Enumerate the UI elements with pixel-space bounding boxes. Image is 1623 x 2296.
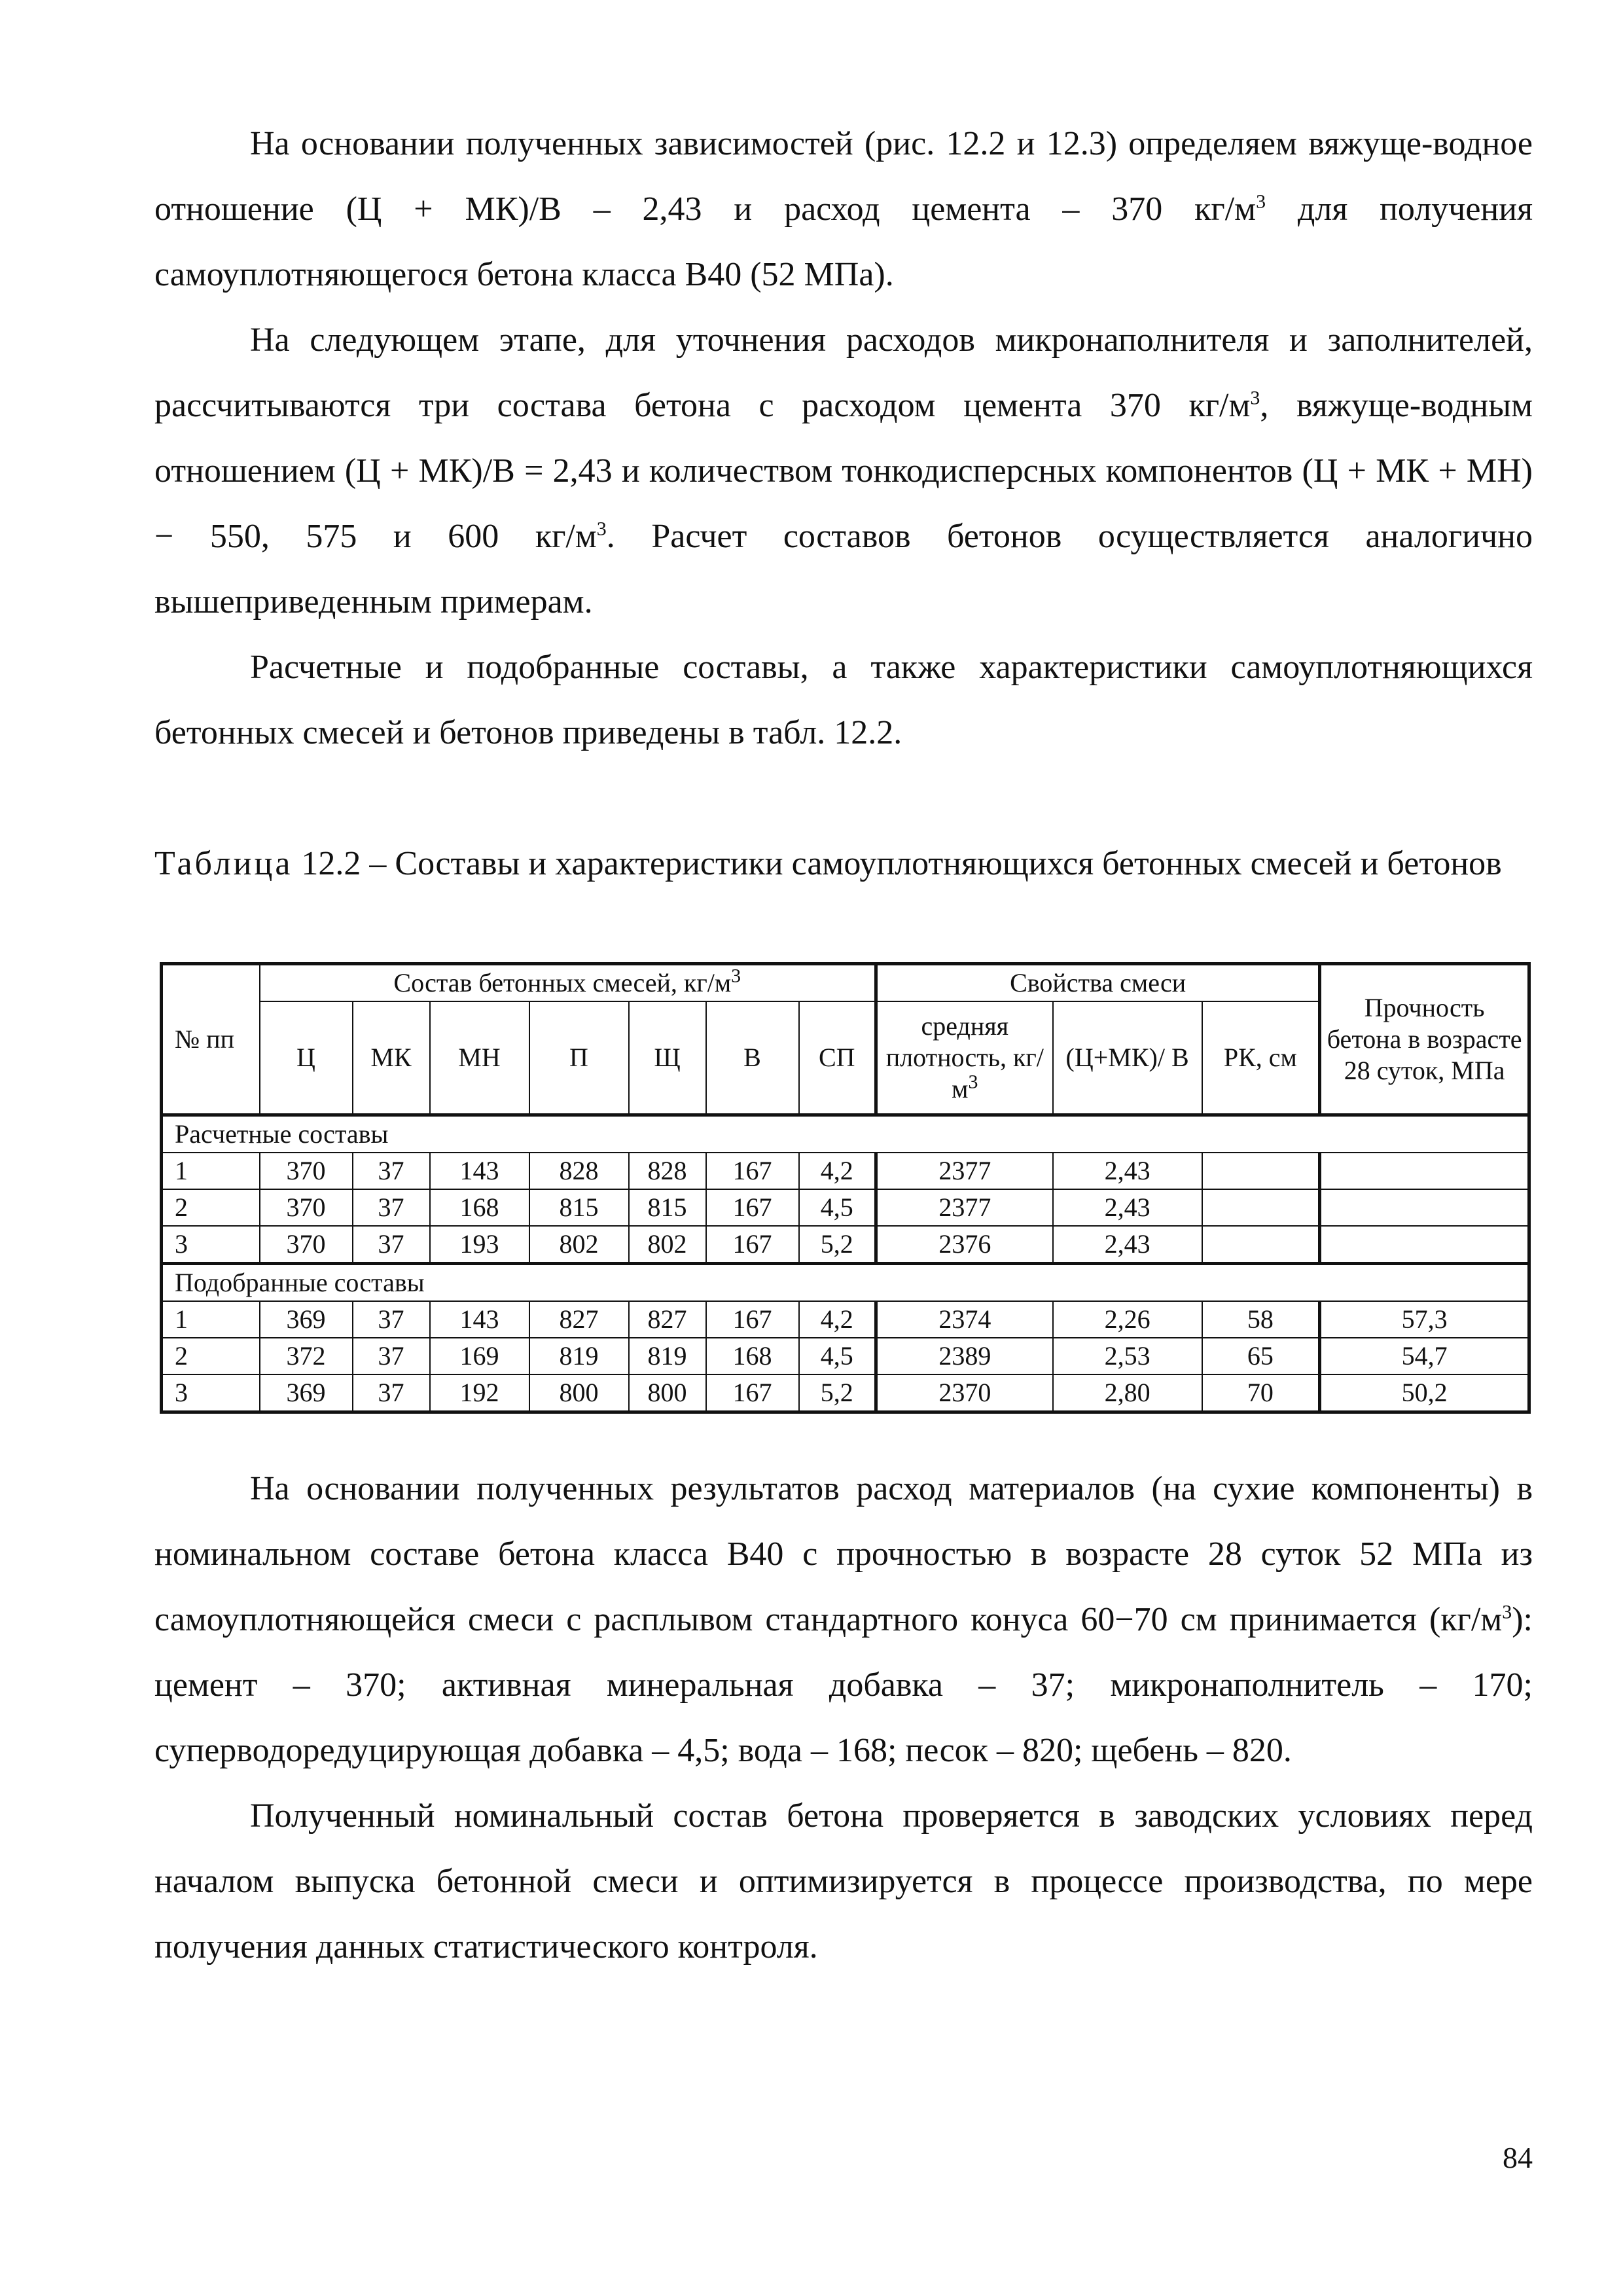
table-cell: 2,26 — [1053, 1301, 1202, 1338]
table-cell: 37 — [353, 1374, 430, 1412]
table-cell: 800 — [629, 1374, 706, 1412]
table-cell: 2,43 — [1053, 1153, 1202, 1189]
table-cell: 37 — [353, 1338, 430, 1374]
table-cell: 2 — [162, 1189, 260, 1226]
header-col: Щ — [629, 1001, 706, 1115]
superscript: 3 — [968, 1071, 978, 1093]
table-cell: 819 — [629, 1338, 706, 1374]
table-cell: 193 — [430, 1226, 529, 1264]
header-col: Ц — [260, 1001, 353, 1115]
header-mix-text: Состав бетонных смесей, кг/м — [393, 968, 732, 997]
superscript: 3 — [596, 518, 607, 540]
table-cell — [1320, 1189, 1529, 1226]
paragraph-1 — [154, 111, 1533, 308]
table-cell: 70 — [1202, 1374, 1320, 1412]
table-cell: 167 — [706, 1153, 799, 1189]
table-cell: 370 — [260, 1153, 353, 1189]
table-row — [162, 1374, 1529, 1412]
header-num: № пп — [162, 964, 260, 1115]
table-cell: 143 — [430, 1153, 529, 1189]
text-run: . Расчет составов бетонов осуществляется аналогично вышеприведенным примерам. — [154, 518, 1533, 620]
table-cell: 167 — [706, 1189, 799, 1226]
table-cell: 2370 — [876, 1374, 1053, 1412]
table-cell: 2377 — [876, 1153, 1053, 1189]
header-strength: Прочность бетона в возрасте 28 суток, МПа — [1320, 964, 1529, 1115]
table-cell: 2377 — [876, 1189, 1053, 1226]
table-cell: 168 — [706, 1338, 799, 1374]
table-cell: 369 — [260, 1301, 353, 1338]
table-cell: 4,5 — [799, 1189, 876, 1226]
table-cell: 37 — [353, 1226, 430, 1264]
text-run: ): цемент – 370; активная минеральная добавка – 37; микронаполнитель – 170; суперводоредуцирующая добавка – 4,5; вода – 168; песок – 820; щебень – 820. — [154, 1601, 1533, 1769]
text-run: На следующем этапе, для уточнения расходов микронаполнителя и заполнителей, рассчитываются три состава бетона с расходом цемента 370 кг/м — [154, 321, 1533, 424]
table-row — [162, 1189, 1529, 1226]
table-cell: 827 — [529, 1301, 629, 1338]
section-row — [162, 1115, 1529, 1153]
table-cell: 2,53 — [1053, 1338, 1202, 1374]
table-cell: 57,3 — [1320, 1301, 1529, 1338]
table-cell: 4,2 — [799, 1153, 876, 1189]
table-row — [162, 1338, 1529, 1374]
table-cell: 5,2 — [799, 1374, 876, 1412]
table-cell: 827 — [629, 1301, 706, 1338]
table-cell: 58 — [1202, 1301, 1320, 1338]
table-cell: 65 — [1202, 1338, 1320, 1374]
table-cell: 37 — [353, 1301, 430, 1338]
header-ratio: (Ц+МК)/ В — [1053, 1001, 1202, 1115]
table-cell: 828 — [629, 1153, 706, 1189]
table-cell: 54,7 — [1320, 1338, 1529, 1374]
superscript: 3 — [1256, 190, 1266, 213]
table-cell: 369 — [260, 1374, 353, 1412]
table-cell: 815 — [629, 1189, 706, 1226]
table-cell: 2 — [162, 1338, 260, 1374]
paragraph-3 — [154, 635, 1533, 766]
table-cell: 167 — [706, 1374, 799, 1412]
table-row — [162, 1301, 1529, 1338]
table-cell — [1202, 1153, 1320, 1189]
table-cell — [1202, 1189, 1320, 1226]
rows-calculated — [162, 1153, 1529, 1264]
text-run: Полученный номинальный состав бетона проверяется в заводских условиях перед началом выпуска бетонной смеси и оптимизируется в процессе производства, по мере получения данных статистического контроля. — [154, 1797, 1533, 1965]
text-run: для получения самоуплотняющегося бетона класса В40 (52 МПа). — [154, 190, 1533, 293]
table-cell: 5,2 — [799, 1226, 876, 1264]
section-row — [162, 1264, 1529, 1302]
table-cell: 50,2 — [1320, 1374, 1529, 1412]
header-col: МН — [430, 1001, 529, 1115]
paragraph-5 — [154, 1784, 1533, 1980]
composition-table — [160, 962, 1531, 1414]
table-cell: 802 — [629, 1226, 706, 1264]
table-cell: 2389 — [876, 1338, 1053, 1374]
table-cell: 168 — [430, 1189, 529, 1226]
header-col: МК — [353, 1001, 430, 1115]
table-cell — [1202, 1226, 1320, 1264]
table-row — [162, 1226, 1529, 1264]
table-cell: 372 — [260, 1338, 353, 1374]
table-cell: 192 — [430, 1374, 529, 1412]
table-caption — [154, 831, 1533, 897]
section-selected: Подобранные составы — [162, 1264, 1529, 1302]
rows-selected — [162, 1301, 1529, 1412]
table-cell: 4,2 — [799, 1301, 876, 1338]
table-cell: 169 — [430, 1338, 529, 1374]
section-calculated: Расчетные составы — [162, 1115, 1529, 1153]
superscript: 3 — [1250, 387, 1260, 409]
superscript: 3 — [1502, 1601, 1512, 1623]
table-cell: 370 — [260, 1226, 353, 1264]
text-run: На основании полученных результатов расход материалов (на сухие компоненты) в номинальном составе бетона класса В40 с прочностью в возрасте 28 суток 52 МПа из самоуплотняющейся смеси с расплывом стандартного конуса 60−70 см принимается (кг/м — [154, 1470, 1533, 1638]
header-col: В — [706, 1001, 799, 1115]
text-run: Расчетные и подобранные составы, а также характеристики самоуплотняющихся бетонных смесей и бетонов приведены в табл. 12.2. — [154, 649, 1533, 751]
table-cell: 2374 — [876, 1301, 1053, 1338]
table-cell — [1320, 1153, 1529, 1189]
header-col: П — [529, 1001, 629, 1115]
table-cell: 819 — [529, 1338, 629, 1374]
table-cell — [1320, 1226, 1529, 1264]
table-cell: 815 — [529, 1189, 629, 1226]
text-run: На основании полученных зависимостей (рис. 12.2 и 12.3) определяем вяжуще-водное отношение (Ц + МК)/В – 2,43 и расход цемента – 370 кг/м — [154, 125, 1533, 228]
caption-label: Таблица — [154, 845, 293, 882]
caption-text: 12.2 – Составы и характеристики самоуплотняющихся бетонных смесей и бетонов — [293, 845, 1502, 882]
table-cell: 2,43 — [1053, 1226, 1202, 1264]
table-cell: 2,43 — [1053, 1189, 1202, 1226]
table-cell: 1 — [162, 1301, 260, 1338]
table-cell: 167 — [706, 1226, 799, 1264]
table-cell: 143 — [430, 1301, 529, 1338]
table-cell: 37 — [353, 1189, 430, 1226]
header-col: СП — [799, 1001, 876, 1115]
table-cell: 4,5 — [799, 1338, 876, 1374]
table-cell: 828 — [529, 1153, 629, 1189]
paragraph-2 — [154, 308, 1533, 635]
table-cell: 37 — [353, 1153, 430, 1189]
table-cell: 800 — [529, 1374, 629, 1412]
table-cell: 167 — [706, 1301, 799, 1338]
table-cell: 3 — [162, 1374, 260, 1412]
header-rk: РК, см — [1202, 1001, 1320, 1115]
page-number: 84 — [1503, 2141, 1533, 2174]
table-header-row — [162, 964, 1529, 1002]
header-density-text: средняя плотность, кг/м — [885, 1011, 1044, 1103]
header-mix-group — [260, 964, 876, 1002]
text-run: , вяжуще-водным отношением (Ц + МК)/В = 2,43 и количеством тонкодисперсных компонентов (Ц + МК + МН) − 550, 575 и 600 кг/м — [154, 387, 1533, 555]
table-cell: 802 — [529, 1226, 629, 1264]
header-density — [876, 1001, 1053, 1115]
body-text-top — [154, 111, 1533, 766]
table-cell: 2,80 — [1053, 1374, 1202, 1412]
header-props-group: Свойства смеси — [876, 964, 1320, 1002]
table-cell: 370 — [260, 1189, 353, 1226]
table-cell: 1 — [162, 1153, 260, 1189]
superscript: 3 — [731, 965, 741, 987]
table-row — [162, 1153, 1529, 1189]
body-text-bottom — [154, 1456, 1533, 1980]
table-cell: 3 — [162, 1226, 260, 1264]
paragraph-4 — [154, 1456, 1533, 1784]
table-cell: 2376 — [876, 1226, 1053, 1264]
